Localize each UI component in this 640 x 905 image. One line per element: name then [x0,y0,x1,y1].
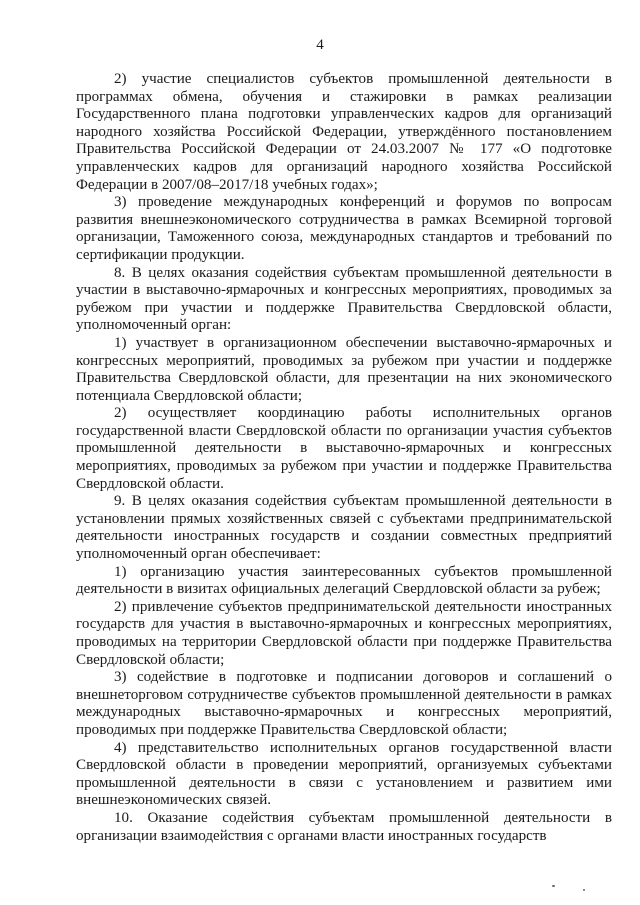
scan-artifact-mark [583,889,585,891]
paragraph-section-8: 8. В целях оказания содействия субъектам промышленной деятельности в участии в выставочно-ярмарочных и конгрессных мероприятиях, проводимых за рубежом при участии и поддержке Правительства Свердловской области, уполномоченный орган: [76,264,612,334]
document-body [76,71,612,845]
paragraph-section-9-item-2: 2) привлечение субъектов предпринимательской деятельности иностранных государств для участия в выставочно-ярмарочных и конгрессных мероприятиях, проводимых на территории Свердловской области при поддержке Правительства Свердловской области; [76,598,612,668]
paragraph-section-8-item-2: 2) осуществляет координацию работы исполнительных органов государственной власти Свердловской области по организации участия субъектов промышленной деятельности в выставочно-ярмарочных и конгрессных мероприятиях, проводимых за рубежом при участии и поддержке Правительства Свердловской области. [76,405,612,492]
scan-artifact-mark [552,885,555,887]
paragraph-section-9-item-4: 4) представительство исполнительных органов государственной власти Свердловской области в проведении мероприятий, организуемых субъектами промышленной деятельности в связи с установлением и развитием ими внешнеэкономических связей. [76,739,612,809]
paragraph-item-2-participation: 2) участие специалистов субъектов промышленной деятельности в программах обмена, обучения и стажировки в рамках реализации Государственного плана подготовки управленческих кадров для организаций народного хозяйства Российской Федерации, утверждённого постановлением Правительства Российской Федерации от 24.03.2007 № 177 «О подготовке управленческих кадров для организаций народного хозяйства Российской Федерации в 2007/08–2017/18 учебных годах»; [76,71,612,193]
page-number: 4 [316,37,324,53]
paragraph-section-9-item-3: 3) содействие в подготовке и подписании договоров и соглашений о внешнеторговом сотрудничестве субъектов промышленной деятельности в рамках международных выставочно-ярмарочных и конгрессных мероприятий, проводимых при поддержке Правительства Свердловской области; [76,669,612,738]
paragraph-item-3-conferences: 3) проведение международных конференций и форумов по вопросам развития внешнеэкономического сотрудничества в рамках Всемирной торговой организации, Таможенного союза, международных стандартов и требований по сертификации продукции. [76,194,612,263]
paragraph-section-10: 10. Оказание содействия субъектам промышленной деятельности в организации взаимодействия с органами власти иностранных государств [76,809,612,844]
paragraph-section-9-item-1: 1) организацию участия заинтересованных субъектов промышленной деятельности в визитах официальных делегаций Свердловской области за рубеж; [76,563,612,598]
paragraph-section-9: 9. В целях оказания содействия субъектам промышленной деятельности в установлении прямых хозяйственных связей с субъектами предпринимательской деятельности иностранных государств и создании совместных предприятий уполномоченный орган обеспечивает: [76,493,612,563]
paragraph-section-8-item-1: 1) участвует в организационном обеспечении выставочно-ярмарочных и конгрессных мероприятий, проводимых за рубежом при участии и поддержке Правительства Свердловской области, для презентации на них экономического потенциала Свердловской области; [76,334,612,404]
